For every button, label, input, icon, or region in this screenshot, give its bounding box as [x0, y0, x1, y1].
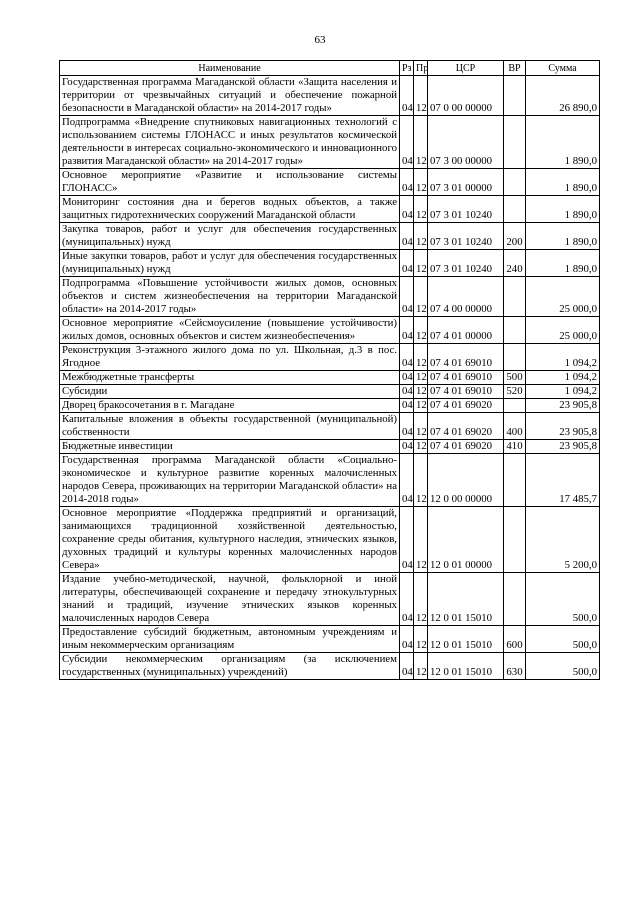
cell-rz: 04: [400, 413, 414, 440]
cell-name: Мониторинг состояния дна и берегов водных объектов, а также защитных гидротехнических сооружений Магаданской области: [60, 196, 400, 223]
cell-name: Предоставление субсидий бюджетным, автономным учреждениям и иным некоммерческим организациям: [60, 626, 400, 653]
cell-sum: 500,0: [526, 573, 600, 626]
cell-rz: 04: [400, 169, 414, 196]
cell-pr: 12: [414, 250, 428, 277]
cell-pr: 12: [414, 317, 428, 344]
cell-rz: 04: [400, 344, 414, 371]
cell-pr: 12: [414, 413, 428, 440]
table-row: [60, 371, 600, 385]
cell-vr: [504, 277, 526, 317]
cell-rz: 04: [400, 573, 414, 626]
header-vr: ВР: [504, 61, 526, 76]
header-csr: ЦСР: [428, 61, 504, 76]
cell-csr: 07 4 00 00000: [428, 277, 504, 317]
cell-pr: 12: [414, 653, 428, 680]
cell-name: Закупка товаров, работ и услуг для обеспечения государственных (муниципальных) нужд: [60, 223, 400, 250]
cell-csr: 07 3 01 00000: [428, 169, 504, 196]
cell-name: Дворец бракосочетания в г. Магадане: [60, 399, 400, 413]
table-header-row: [60, 61, 600, 76]
cell-vr: 630: [504, 653, 526, 680]
cell-csr: 07 4 01 69020: [428, 440, 504, 454]
cell-pr: 12: [414, 385, 428, 399]
cell-csr: 07 3 01 10240: [428, 223, 504, 250]
cell-sum: 1 890,0: [526, 116, 600, 169]
cell-vr: 400: [504, 413, 526, 440]
cell-name: Бюджетные инвестиции: [60, 440, 400, 454]
cell-sum: 1 890,0: [526, 169, 600, 196]
cell-rz: 04: [400, 371, 414, 385]
cell-csr: 07 4 01 69010: [428, 371, 504, 385]
cell-name: Подпрограмма «Внедрение спутниковых навигационных технологий с использованием системы ГЛОНАСС и иных результатов космической деятельности в интересах социально-экономического и инновационного развития Магаданской области» на 2014-2017 годы»: [60, 116, 400, 169]
cell-name: Субсидии: [60, 385, 400, 399]
cell-pr: 12: [414, 440, 428, 454]
cell-rz: 04: [400, 116, 414, 169]
cell-rz: 04: [400, 507, 414, 573]
header-name: Наименование: [60, 61, 400, 76]
cell-sum: 23 905,8: [526, 413, 600, 440]
cell-csr: 07 3 01 10240: [428, 196, 504, 223]
cell-rz: 04: [400, 317, 414, 344]
cell-name: Государственная программа Магаданской области «Защита населения и территории от чрезвычайных ситуаций и обеспечение пожарной безопасности в Магаданской области» на 2014-2017 годы»: [60, 76, 400, 116]
cell-csr: 07 3 01 10240: [428, 250, 504, 277]
cell-csr: 07 4 01 69010: [428, 344, 504, 371]
cell-csr: 07 0 00 00000: [428, 76, 504, 116]
cell-vr: 600: [504, 626, 526, 653]
cell-rz: 04: [400, 385, 414, 399]
cell-csr: 12 0 01 15010: [428, 653, 504, 680]
cell-vr: 200: [504, 223, 526, 250]
cell-sum: 1 890,0: [526, 196, 600, 223]
cell-pr: 12: [414, 454, 428, 507]
table-row: [60, 169, 600, 196]
cell-vr: [504, 116, 526, 169]
cell-vr: [504, 344, 526, 371]
table-row: [60, 344, 600, 371]
cell-vr: [504, 196, 526, 223]
cell-pr: 12: [414, 169, 428, 196]
cell-sum: 26 890,0: [526, 76, 600, 116]
cell-sum: 1 094,2: [526, 371, 600, 385]
cell-csr: 12 0 01 15010: [428, 573, 504, 626]
cell-pr: 12: [414, 223, 428, 250]
cell-vr: [504, 76, 526, 116]
table-row: [60, 196, 600, 223]
table-row: [60, 116, 600, 169]
table-row: [60, 440, 600, 454]
table-row: [60, 454, 600, 507]
cell-name: Основное мероприятие «Развитие и использование системы ГЛОНАСС»: [60, 169, 400, 196]
cell-rz: 04: [400, 223, 414, 250]
table-row: [60, 223, 600, 250]
cell-vr: 520: [504, 385, 526, 399]
cell-sum: 500,0: [526, 626, 600, 653]
cell-sum: 1 094,2: [526, 385, 600, 399]
cell-pr: 12: [414, 371, 428, 385]
cell-sum: 5 200,0: [526, 507, 600, 573]
page-number: 63: [314, 34, 326, 46]
cell-sum: 23 905,8: [526, 440, 600, 454]
cell-sum: 1 094,2: [526, 344, 600, 371]
cell-csr: 07 3 00 00000: [428, 116, 504, 169]
budget-table: [59, 60, 600, 680]
table-row: [60, 385, 600, 399]
table-row: [60, 76, 600, 116]
table-row: [60, 413, 600, 440]
cell-pr: 12: [414, 573, 428, 626]
table-row: [60, 399, 600, 413]
cell-vr: 500: [504, 371, 526, 385]
cell-pr: 12: [414, 507, 428, 573]
cell-vr: [504, 507, 526, 573]
table-row: [60, 317, 600, 344]
cell-csr: 12 0 01 00000: [428, 507, 504, 573]
cell-name: Капитальные вложения в объекты государственной (муниципальной) собственности: [60, 413, 400, 440]
cell-rz: 04: [400, 399, 414, 413]
table-row: [60, 250, 600, 277]
header-rz: Рз: [400, 61, 414, 76]
cell-sum: 25 000,0: [526, 277, 600, 317]
cell-rz: 04: [400, 626, 414, 653]
cell-pr: 12: [414, 116, 428, 169]
header-pr: Пр: [414, 61, 428, 76]
cell-rz: 04: [400, 653, 414, 680]
table-row: [60, 277, 600, 317]
cell-pr: 12: [414, 344, 428, 371]
cell-sum: 500,0: [526, 653, 600, 680]
cell-sum: 23 905,8: [526, 399, 600, 413]
cell-sum: 17 485,7: [526, 454, 600, 507]
cell-csr: 07 4 01 00000: [428, 317, 504, 344]
cell-pr: 12: [414, 626, 428, 653]
cell-csr: 07 4 01 69010: [428, 385, 504, 399]
header-sum: Сумма: [526, 61, 600, 76]
table-row: [60, 626, 600, 653]
cell-pr: 12: [414, 196, 428, 223]
cell-name: Подпрограмма «Повышение устойчивости жилых домов, основных объектов и систем жизнеобеспечения на территории Магаданской области» на 2014-2017 годы»: [60, 277, 400, 317]
cell-name: Основное мероприятие «Поддержка предприятий и организаций, занимающихся традиционной хозяйственной деятельностью, сохранение среды обитания, культурного наследия, этнических языков, духовных традиций и культуры коренных малочисленных народов Севера»: [60, 507, 400, 573]
cell-csr: 12 0 01 15010: [428, 626, 504, 653]
cell-csr: 07 4 01 69020: [428, 399, 504, 413]
cell-sum: 1 890,0: [526, 250, 600, 277]
cell-rz: 04: [400, 196, 414, 223]
cell-name: Субсидии некоммерческим организациям (за исключением государственных (муниципальных) учреждений): [60, 653, 400, 680]
cell-vr: 410: [504, 440, 526, 454]
cell-name: Иные закупки товаров, работ и услуг для обеспечения государственных (муниципальных) нужд: [60, 250, 400, 277]
cell-vr: [504, 399, 526, 413]
cell-name: Государственная программа Магаданской области «Социально-экономическое и культурное развитие коренных малочисленных народов Севера, проживающих на территории Магаданской области» на 2014-2018 годы»: [60, 454, 400, 507]
cell-pr: 12: [414, 399, 428, 413]
cell-rz: 04: [400, 277, 414, 317]
cell-pr: 12: [414, 277, 428, 317]
table-row: [60, 573, 600, 626]
cell-name: Издание учебно-методической, научной, фольклорной и иной литературы, обеспечивающей сохранение и передачу этнокультурных знаний и традиций, изучение этнических языков коренных малочисленных народов Севера: [60, 573, 400, 626]
cell-name: Основное мероприятие «Сейсмоусиление (повышение устойчивости) жилых домов, основных объектов и систем жизнеобеспечения»: [60, 317, 400, 344]
table-row: [60, 507, 600, 573]
cell-name: Реконструкция 3-этажного жилого дома по ул. Школьная, д.3 в пос. Ягодное: [60, 344, 400, 371]
cell-rz: 04: [400, 454, 414, 507]
cell-vr: [504, 317, 526, 344]
cell-sum: 1 890,0: [526, 223, 600, 250]
table-row: [60, 653, 600, 680]
cell-vr: 240: [504, 250, 526, 277]
cell-vr: [504, 573, 526, 626]
cell-csr: 07 4 01 69020: [428, 413, 504, 440]
cell-pr: 12: [414, 76, 428, 116]
cell-vr: [504, 454, 526, 507]
cell-sum: 25 000,0: [526, 317, 600, 344]
cell-rz: 04: [400, 440, 414, 454]
cell-csr: 12 0 00 00000: [428, 454, 504, 507]
cell-rz: 04: [400, 250, 414, 277]
cell-name: Межбюджетные трансферты: [60, 371, 400, 385]
cell-vr: [504, 169, 526, 196]
cell-rz: 04: [400, 76, 414, 116]
